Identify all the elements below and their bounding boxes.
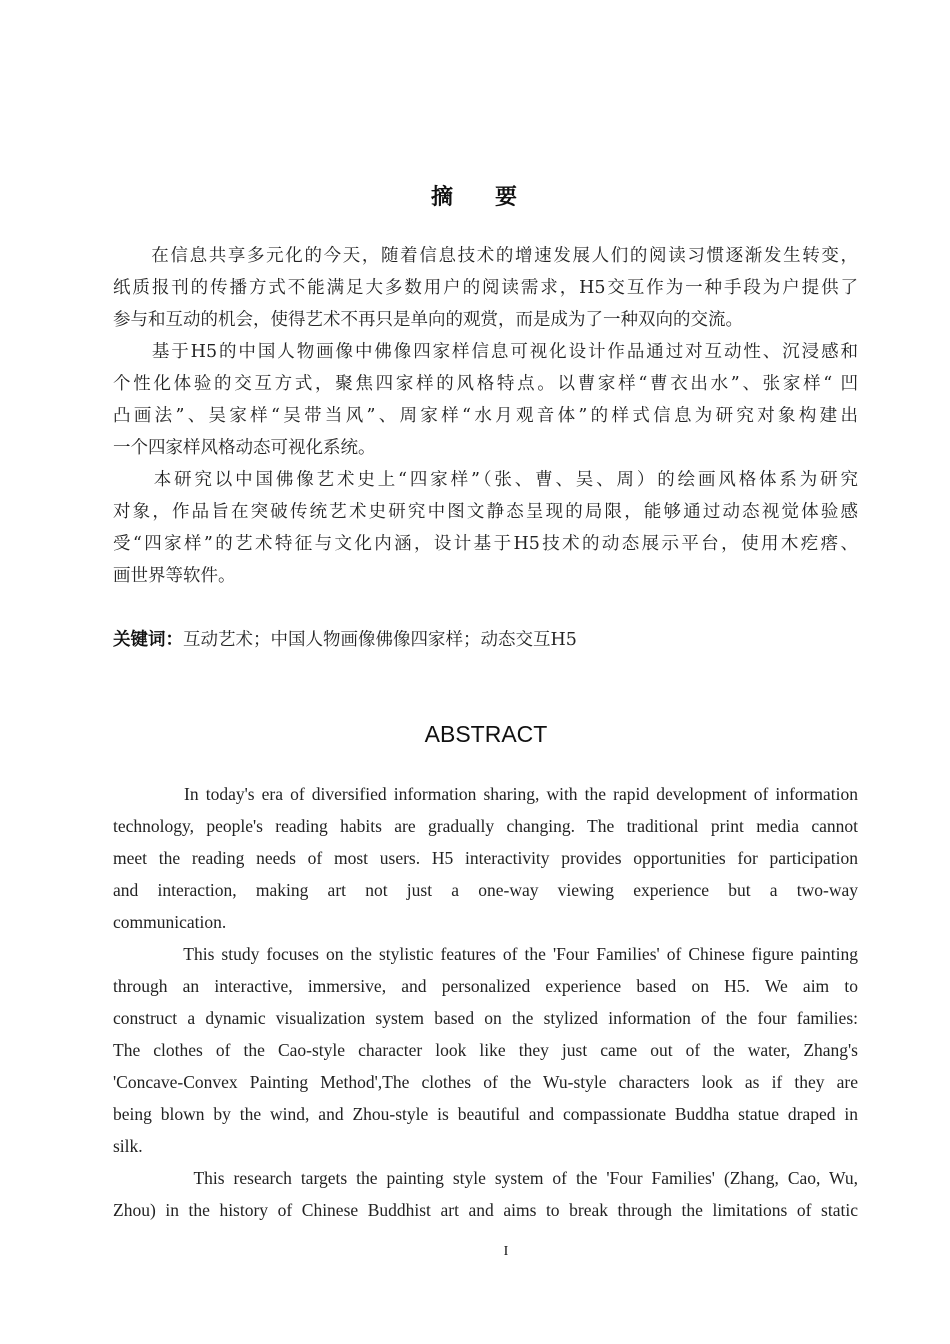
paragraph-line: 基于H5的中国人物画像中佛像四家样信息可视化设计作品通过对互动性、沉浸感和 (113, 342, 858, 362)
paragraph-line: communication. (113, 912, 227, 932)
paragraph-line: 画世界等软件。 (113, 566, 236, 586)
title-char: 摘 (430, 185, 455, 210)
paragraph-line: silk. (113, 1136, 143, 1156)
paragraph-line: construct a dynamic visualization system based on the stylized information of the four families: (113, 1008, 858, 1028)
paragraph-line: 个性化体验的交互方式，聚焦四家样的风格特点。以曹家样“曹衣出水”、张家样“ 凹 (113, 374, 858, 394)
paragraph-line: 本研究以中国佛像艺术史上“四家样”（张、曹、吴、周）的绘画风格体系为研究 (113, 470, 858, 490)
paragraph-line: 'Concave-Convex Painting Method',The clothes of the Wu-style characters look as if they are (113, 1072, 858, 1092)
paragraph-line: 凸画法”、吴家样“吴带当风”、周家样“水月观音体”的样式信息为研究对象构建出 (113, 406, 858, 426)
paragraph-line: 对象，作品旨在突破传统艺术史研究中图文静态呈现的局限，能够通过动态视觉体验感 (113, 502, 858, 522)
paragraph-line: 在信息共享多元化的今天，随着信息技术的增速发展人们的阅读习惯逐渐发生转变， (113, 246, 858, 266)
english-abstract-title: ABSTRACT (424, 721, 548, 747)
chinese-abstract-title (0, 180, 950, 211)
paragraph-line: 一个四家样风格动态可视化系统。 (113, 438, 376, 458)
paragraph-line: The clothes of the Cao-style character look like they just came out of the water, Zhang's (113, 1040, 858, 1060)
keywords (113, 626, 577, 651)
paragraph-line: 受“四家样”的艺术特征与文化内涵，设计基于H5技术的动态展示平台，使用木疙瘩、 (113, 534, 858, 554)
keywords-label: 关键词： (113, 630, 183, 650)
paragraph-line: through an interactive, immersive, and personalized experience based on H5. We aim to (113, 976, 858, 996)
paragraph-line: This research targets the painting style system of the 'Four Families' (Zhang, Cao, Wu, (113, 1168, 858, 1188)
page-number: I (503, 1244, 509, 1259)
paragraph-line: This study focuses on the stylistic features of the 'Four Families' of Chinese figure painting (113, 944, 858, 964)
paragraph-line: 参与和互动的机会，使得艺术不再只是单向的观赏，而是成为了一种双向的交流。 (113, 310, 743, 330)
paragraph-line: meet the reading needs of most users. H5 interactivity provides opportunities for participation (113, 848, 858, 868)
keywords-value: 互动艺术；中国人物画像佛像四家样；动态交互H5 (183, 630, 577, 650)
paragraph-line: Zhou) in the history of Chinese Buddhist art and aims to break through the limitations of static (113, 1200, 858, 1220)
paragraph-line: technology, people's reading habits are gradually changing. The traditional print media cannot (113, 816, 858, 836)
paragraph-line: and interaction, making art not just a one-way viewing experience but a two-way (113, 880, 858, 900)
title-char: 要 (495, 185, 520, 210)
paragraph-line: In today's era of diversified information sharing, with the rapid development of information (113, 784, 858, 804)
paragraph-line: 纸质报刊的传播方式不能满足大多数用户的阅读需求，H5交互作为一种手段为户提供了 (113, 278, 858, 298)
paragraph-line: being blown by the wind, and Zhou-style is beautiful and compassionate Buddha statue draped in (113, 1104, 858, 1124)
chinese-abstract-body (113, 242, 858, 594)
english-abstract-body (113, 784, 858, 1232)
